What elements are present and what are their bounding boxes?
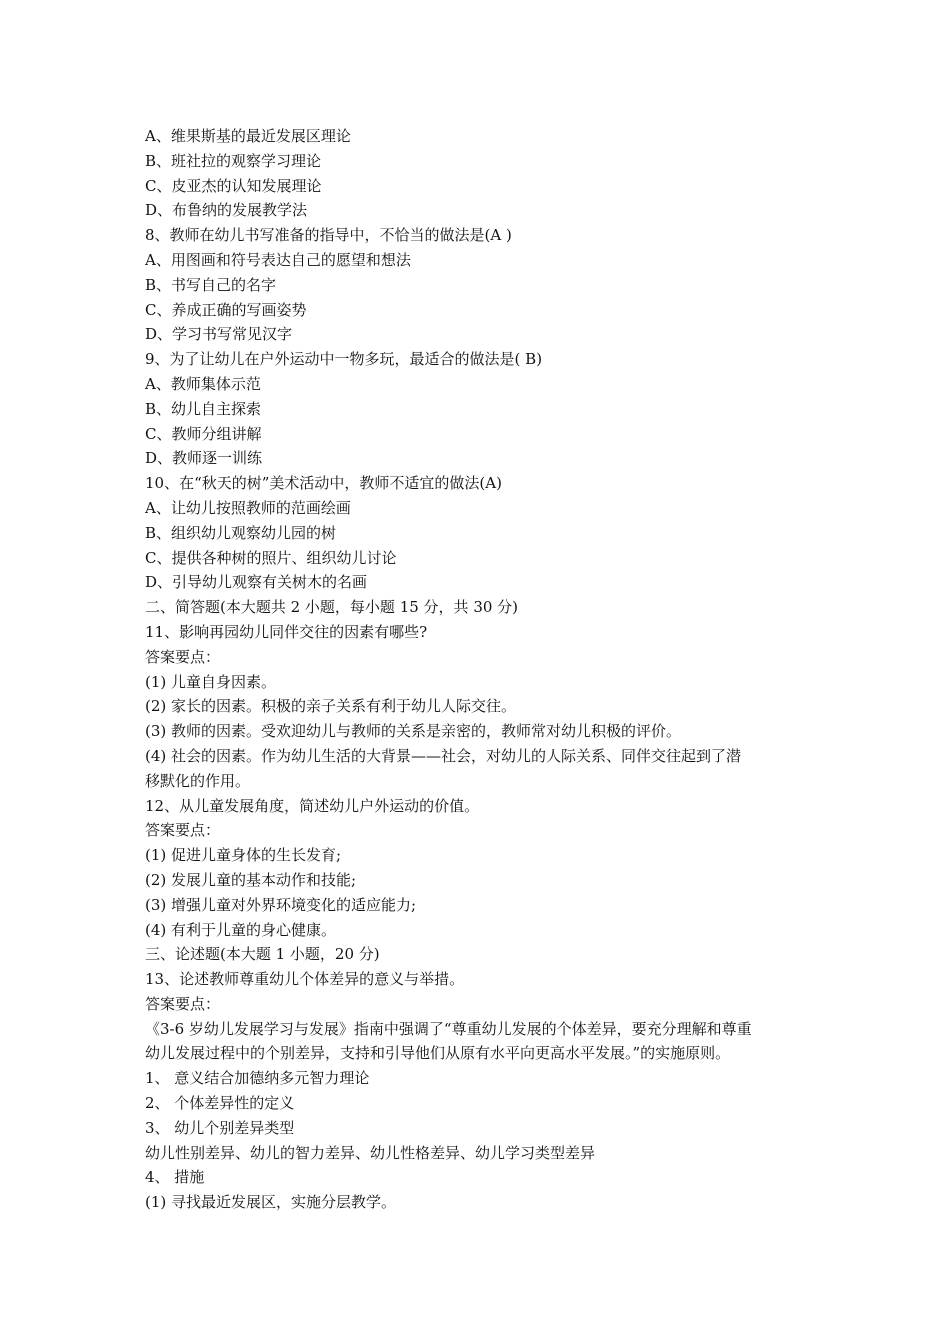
q8-option-a: A、用图画和符号表达自己的愿望和想法 (145, 250, 411, 269)
option-a-vygotsky: A、维果斯基的最近发展区理论 (145, 127, 351, 145)
question-8: 8、教师在幼儿书写准备的指导中，不恰当的做法是(A ) (145, 226, 512, 245)
q8-option-b: B、书写自己的名字 (145, 275, 277, 294)
q13-item-3: 3、 幼儿个别差异类型 (145, 1118, 295, 1137)
q13-item-2: 2、 个体差异性的定义 (145, 1094, 295, 1113)
q13-item-4: 4、 措施 (145, 1168, 205, 1187)
q13-answer-label: 答案要点： (145, 994, 221, 1013)
question-9: 9、为了让幼儿在户外运动中一物多玩，最适合的做法是( B) (145, 350, 543, 369)
q12-point-3: (3) 增强儿童对外界环境变化的适应能力; (145, 895, 417, 914)
q11-point-1: (1) 儿童自身因素。 (145, 672, 277, 691)
q12-point-4: (4) 有利于儿童的身心健康。 (145, 920, 337, 939)
q11-point-4: (4) 社会的因素。作为幼儿生活的大背景——社会，对幼儿的人际关系、同伴交往起到了潜 (145, 746, 742, 765)
q13-item-3-detail: 幼儿性别差异、幼儿的智力差异、幼儿性格差异、幼儿学习类型差异 (145, 1143, 596, 1162)
q12-point-1: (1) 促进儿童身体的生长发育; (145, 846, 342, 865)
q13-measure-1: (1) 寻找最近发展区，实施分层教学。 (145, 1193, 397, 1212)
question-12: 12、从儿童发展角度，简述幼儿户外运动的价值。 (145, 796, 480, 815)
section-essay-heading: 三、论述题(本大题 1 小题，20 分) (145, 945, 380, 964)
q12-answer-label: 答案要点： (145, 821, 221, 840)
q9-option-b: B、幼儿自主探索 (145, 399, 262, 418)
q8-option-d: D、学习书写常见汉字 (145, 325, 293, 344)
q13-intro-line-2: 幼儿发展过程中的个别差异，支持和引导他们从原有水平向更高水平发展。”的实施原则。 (145, 1044, 731, 1063)
q11-point-3: (3) 教师的因素。受欢迎幼儿与教师的关系是亲密的，教师常对幼儿积极的评价。 (145, 722, 682, 741)
q9-option-a: A、教师集体示范 (145, 374, 261, 393)
question-10: 10、在“秋天的树”美术活动中，教师不适宜的做法(A) (145, 474, 502, 493)
question-11: 11、影响再园幼儿同伴交往的因素有哪些? (145, 622, 428, 641)
q13-item-1: 1、 意义结合加德纳多元智力理论 (145, 1069, 370, 1088)
q10-option-a: A、让幼儿按照教师的范画绘画 (145, 498, 351, 517)
question-13: 13、论述教师尊重幼儿个体差异的意义与举措。 (145, 970, 465, 989)
q9-option-c: C、教师分组讲解 (145, 424, 262, 443)
option-d-bruner: D、布鲁纳的发展教学法 (145, 201, 308, 220)
q10-option-d: D、引导幼儿观察有关树木的名画 (145, 573, 368, 592)
q10-option-b: B、组织幼儿观察幼儿园的树 (145, 523, 337, 542)
q8-option-c: C、养成正确的写画姿势 (145, 300, 307, 319)
q11-answer-label: 答案要点： (145, 647, 221, 666)
q13-intro-line-1: 《3-6 岁幼儿发展学习与发展》指南中强调了“尊重幼儿发展的个体差异，要充分理解和尊重 (145, 1019, 752, 1038)
q12-point-2: (2) 发展儿童的基本动作和技能; (145, 870, 357, 889)
option-b-bandura: B、班社拉的观察学习理论 (145, 151, 322, 170)
option-c-piaget: C、皮亚杰的认知发展理论 (145, 176, 322, 195)
q11-point-4-continued: 移默化的作用。 (145, 771, 251, 790)
section-short-answer-heading: 二、简答题(本大题共 2 小题，每小题 15 分，共 30 分) (145, 598, 519, 617)
q10-option-c: C、提供各种树的照片、组织幼儿讨论 (145, 548, 397, 567)
q11-point-2: (2) 家长的因素。积极的亲子关系有利于幼儿人际交往。 (145, 697, 517, 716)
document-body (145, 124, 815, 1215)
q9-option-d: D、教师逐一训练 (145, 449, 263, 468)
